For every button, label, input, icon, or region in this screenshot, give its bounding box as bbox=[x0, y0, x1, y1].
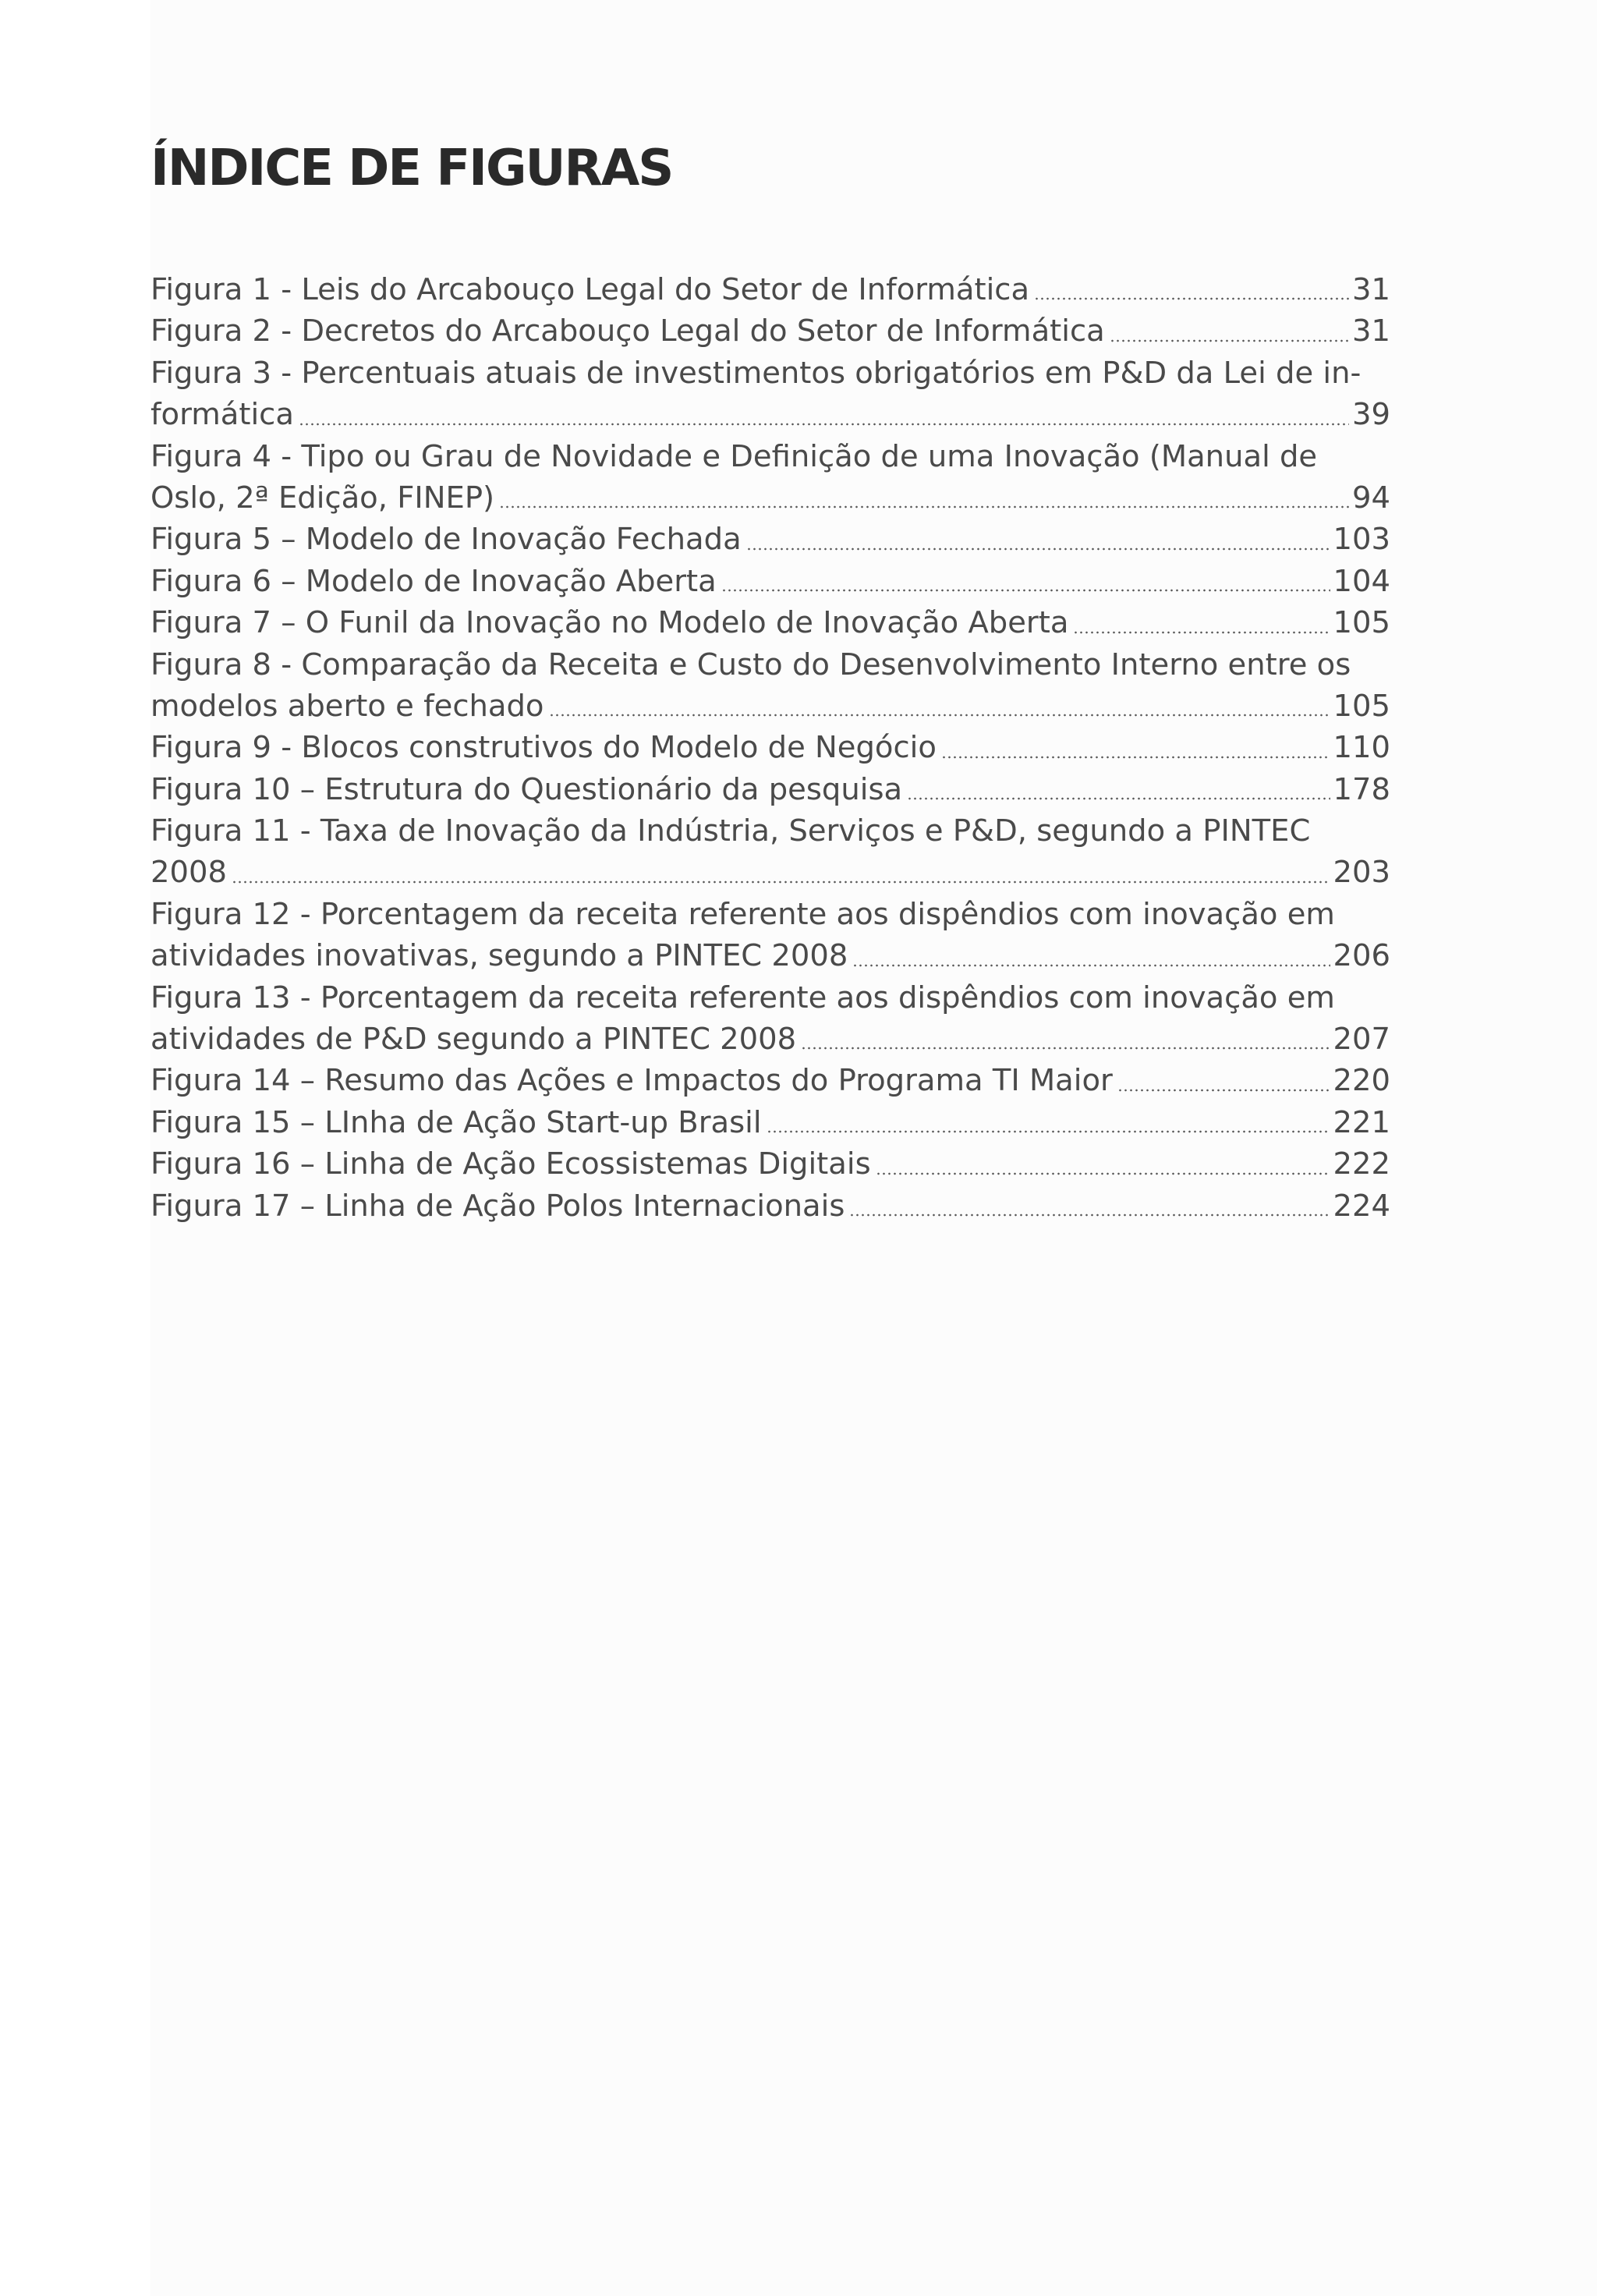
entry-title-text: Figura 15 – LInha de Ação Start-up Brasil bbox=[150, 1104, 762, 1140]
entry-title-text: Figura 8 - Comparação da Receita e Custo do Desenvolvimento Interno entre os bbox=[150, 647, 1351, 682]
figure-index-entry[interactable] bbox=[150, 977, 1390, 1061]
entry-title-text: Figura 1 - Leis do Arcabouço Legal do Setor de Informática bbox=[150, 272, 1030, 307]
entry-title-text: 2008 bbox=[150, 855, 227, 891]
entry-last-line bbox=[150, 935, 1390, 976]
page-number: 31 bbox=[1352, 314, 1390, 349]
entry-continued-line bbox=[150, 810, 1390, 852]
entry-title-text: modelos aberto e fechado bbox=[150, 688, 544, 724]
figure-index-entry[interactable] bbox=[150, 436, 1390, 519]
page-number: 31 bbox=[1352, 272, 1390, 307]
entry-last-line bbox=[150, 1019, 1390, 1060]
dot-leader bbox=[941, 756, 1330, 759]
page-number: 206 bbox=[1333, 938, 1390, 974]
figure-index-entry[interactable] bbox=[150, 1102, 1390, 1143]
entry-last-line bbox=[150, 269, 1390, 310]
entry-title-text: Figura 5 – Modelo de Inovação Fechada bbox=[150, 522, 742, 558]
dot-leader bbox=[232, 880, 1330, 884]
page-number: 222 bbox=[1333, 1146, 1390, 1182]
dot-leader bbox=[1110, 339, 1349, 342]
entry-title-text: Figura 7 – O Funil da Inovação no Modelo de Inovação Aberta bbox=[150, 605, 1069, 641]
figure-index-entry[interactable] bbox=[150, 810, 1390, 894]
dot-leader bbox=[746, 547, 1330, 551]
dot-leader bbox=[549, 714, 1330, 717]
entry-last-line bbox=[150, 602, 1390, 643]
entry-title-text: Figura 3 - Percentuais atuais de investimentos obrigatórios em P&D da Lei de in- bbox=[150, 355, 1362, 391]
figure-index-list bbox=[150, 269, 1390, 1227]
dot-leader bbox=[1073, 631, 1330, 634]
entry-title-text: Figura 9 - Blocos construtivos do Modelo de Negócio bbox=[150, 730, 937, 766]
page-number: 224 bbox=[1333, 1188, 1390, 1224]
figure-index-entry[interactable] bbox=[150, 1143, 1390, 1185]
entry-title-text: Oslo, 2ª Edição, FINEP) bbox=[150, 480, 495, 516]
dot-leader bbox=[1117, 1089, 1330, 1092]
figure-index-entry[interactable] bbox=[150, 561, 1390, 602]
page-number: 103 bbox=[1333, 522, 1390, 558]
page-number: 203 bbox=[1333, 855, 1390, 891]
entry-last-line bbox=[150, 1185, 1390, 1227]
page-number: 110 bbox=[1333, 730, 1390, 766]
dot-leader bbox=[767, 1130, 1330, 1133]
entry-last-line bbox=[150, 769, 1390, 810]
dot-leader bbox=[849, 1214, 1330, 1217]
dot-leader bbox=[299, 423, 1349, 426]
entry-title-text: Figura 10 – Estrutura do Questionário da pesquisa bbox=[150, 771, 903, 807]
figure-index-entry[interactable] bbox=[150, 602, 1390, 643]
page-number: 105 bbox=[1333, 605, 1390, 641]
dot-leader bbox=[876, 1172, 1330, 1175]
entry-last-line bbox=[150, 727, 1390, 768]
entry-last-line bbox=[150, 394, 1390, 435]
page-title: ÍNDICE DE FIGURAS bbox=[150, 140, 673, 197]
dot-leader bbox=[499, 505, 1349, 508]
entry-title-text: Figura 14 – Resumo das Ações e Impactos do Programa TI Maior bbox=[150, 1063, 1113, 1099]
entry-title-text: formática bbox=[150, 397, 294, 433]
entry-continued-line bbox=[150, 436, 1390, 477]
entry-title-text: Figura 2 - Decretos do Arcabouço Legal do Setor de Informática bbox=[150, 314, 1105, 349]
page-number: 207 bbox=[1333, 1022, 1390, 1058]
dot-leader bbox=[1034, 297, 1349, 300]
entry-title-text: atividades inovativas, segundo a PINTEC 2008 bbox=[150, 938, 848, 974]
entry-last-line bbox=[150, 852, 1390, 893]
entry-continued-line bbox=[150, 644, 1390, 686]
entry-last-line bbox=[150, 561, 1390, 602]
entry-title-text: atividades de P&D segundo a PINTEC 2008 bbox=[150, 1022, 797, 1058]
page-number: 39 bbox=[1352, 397, 1390, 433]
figure-index-entry[interactable] bbox=[150, 769, 1390, 810]
page-number: 105 bbox=[1333, 688, 1390, 724]
dot-leader bbox=[801, 1047, 1330, 1050]
entry-title-text: Figura 11 - Taxa de Inovação da Indústria, Serviços e P&D, segundo a PINTEC bbox=[150, 813, 1311, 849]
figure-index-entry[interactable] bbox=[150, 644, 1390, 728]
figure-index-entry[interactable] bbox=[150, 310, 1390, 352]
entry-title-text: Figura 16 – Linha de Ação Ecossistemas Digitais bbox=[150, 1146, 871, 1182]
page-number: 178 bbox=[1333, 771, 1390, 807]
entry-title-text: Figura 13 - Porcentagem da receita referente aos dispêndios com inovação em bbox=[150, 980, 1335, 1015]
entry-last-line bbox=[150, 686, 1390, 727]
entry-continued-line bbox=[150, 894, 1390, 935]
figure-index-entry[interactable] bbox=[150, 519, 1390, 560]
figure-index-entry[interactable] bbox=[150, 894, 1390, 977]
entry-title-text: Figura 4 - Tipo ou Grau de Novidade e Definição de uma Inovação (Manual de bbox=[150, 438, 1318, 474]
figure-index-entry[interactable] bbox=[150, 1060, 1390, 1101]
dot-leader bbox=[907, 797, 1330, 800]
entry-title-text: Figura 6 – Modelo de Inovação Aberta bbox=[150, 563, 717, 599]
figure-index-entry[interactable] bbox=[150, 353, 1390, 436]
entry-title-text: Figura 12 - Porcentagem da receita referente aos dispêndios com inovação em bbox=[150, 896, 1335, 932]
entry-last-line bbox=[150, 1102, 1390, 1143]
dot-leader bbox=[852, 964, 1330, 967]
figure-index-entry[interactable] bbox=[150, 269, 1390, 310]
page-number: 220 bbox=[1333, 1063, 1390, 1099]
page-number: 221 bbox=[1333, 1104, 1390, 1140]
entry-last-line bbox=[150, 519, 1390, 560]
entry-last-line bbox=[150, 1060, 1390, 1101]
entry-last-line bbox=[150, 477, 1390, 519]
entry-continued-line bbox=[150, 353, 1390, 394]
entry-title-text: Figura 17 – Linha de Ação Polos Internacionais bbox=[150, 1188, 845, 1224]
dot-leader bbox=[721, 589, 1330, 592]
entry-last-line bbox=[150, 1143, 1390, 1185]
figure-index-entry[interactable] bbox=[150, 727, 1390, 768]
page-number: 104 bbox=[1333, 563, 1390, 599]
page-number: 94 bbox=[1352, 480, 1390, 516]
entry-last-line bbox=[150, 310, 1390, 352]
entry-continued-line bbox=[150, 977, 1390, 1019]
figure-index-entry[interactable] bbox=[150, 1185, 1390, 1227]
